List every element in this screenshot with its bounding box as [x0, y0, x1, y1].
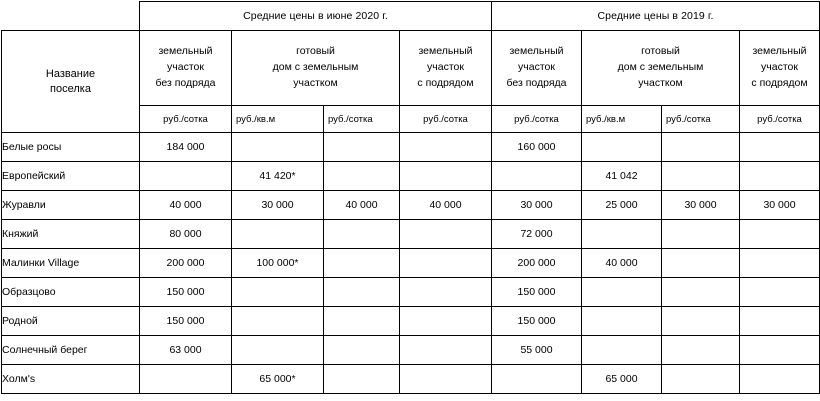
column-header-plot-no-contract-2019: [492, 31, 582, 106]
cell: [582, 133, 662, 162]
cell: [232, 133, 324, 162]
sub-line-3: без подряда: [155, 76, 216, 89]
sub-line-3: участком: [293, 76, 338, 89]
cell: 150 000: [140, 307, 232, 336]
sub-line-2: участок: [761, 61, 798, 74]
cell: [232, 220, 324, 249]
cell: [582, 278, 662, 307]
cell: [324, 278, 400, 307]
table-row: [2, 249, 820, 278]
cell: 150 000: [492, 307, 582, 336]
sub-line-1: готовый: [296, 45, 335, 58]
cell: [400, 307, 492, 336]
cell: [662, 307, 740, 336]
cell: [324, 133, 400, 162]
cell: [740, 162, 820, 191]
row-label: Образцово: [2, 278, 140, 307]
cell: [324, 249, 400, 278]
cell: [324, 365, 400, 394]
sub-line-2: дом с земельным: [617, 61, 704, 74]
sub-line-2: дом с земельным: [272, 61, 359, 74]
sub-line-1: готовый: [641, 45, 680, 58]
unit-header-8: руб./сотка: [740, 106, 820, 133]
sub-line-3: с подрядом: [417, 76, 474, 89]
cell: [400, 336, 492, 365]
cell: [324, 162, 400, 191]
cell: [232, 278, 324, 307]
cell: 80 000: [140, 220, 232, 249]
column-header-settlement-name: [2, 31, 140, 133]
cell: 72 000: [492, 220, 582, 249]
group-header-2020: Средние цены в июне 2020 г.: [140, 2, 492, 31]
cell: [662, 336, 740, 365]
cell: [400, 365, 492, 394]
table-row: [2, 278, 820, 307]
sub-line-2: участок: [167, 61, 204, 74]
cell: 30 000: [492, 191, 582, 220]
sub-line-3: с подрядом: [751, 76, 808, 89]
cell: [324, 336, 400, 365]
cell: [582, 307, 662, 336]
cell: 100 000*: [232, 249, 324, 278]
corner-cell: [2, 2, 140, 31]
cell: [232, 307, 324, 336]
unit-header-1: руб./сотка: [140, 106, 232, 133]
row-label: Родной: [2, 307, 140, 336]
table-row: [2, 133, 820, 162]
cell: 40 000: [324, 191, 400, 220]
cell: [400, 133, 492, 162]
table-row: [2, 162, 820, 191]
cell: 150 000: [492, 278, 582, 307]
cell: 160 000: [492, 133, 582, 162]
cell: [662, 133, 740, 162]
row-label: Малинки Village: [2, 249, 140, 278]
cell: [740, 133, 820, 162]
row-label: Европейский: [2, 162, 140, 191]
sub-line-1: земельный: [158, 45, 213, 58]
sub-line-3: участком: [638, 76, 683, 89]
unit-header-2: руб./кв.м: [232, 106, 324, 133]
cell: [662, 249, 740, 278]
unit-header-5: руб./сотка: [492, 106, 582, 133]
table-row: [2, 336, 820, 365]
cell: [400, 220, 492, 249]
table-header-row-groups: [2, 2, 820, 31]
group-header-2019: Средние цены в 2019 г.: [492, 2, 820, 31]
row-label: Княжий: [2, 220, 140, 249]
cell: 30 000: [740, 191, 820, 220]
row-label: Журавли: [2, 191, 140, 220]
unit-header-7: руб./сотка: [662, 106, 740, 133]
cell: [400, 162, 492, 191]
cell: [582, 220, 662, 249]
cell: [582, 336, 662, 365]
cell: 40 000: [140, 191, 232, 220]
cell: [400, 278, 492, 307]
cell: 30 000: [232, 191, 324, 220]
cell: [324, 220, 400, 249]
column-header-plot-no-contract-2020: [140, 31, 232, 106]
cell: 63 000: [140, 336, 232, 365]
table-row: [2, 191, 820, 220]
cell: [662, 365, 740, 394]
cell: [740, 220, 820, 249]
table-row: [2, 365, 820, 394]
cell: 25 000: [582, 191, 662, 220]
cell: [740, 249, 820, 278]
cell: [662, 278, 740, 307]
cell: 150 000: [140, 278, 232, 307]
cell: [740, 336, 820, 365]
row-label: Холм's: [2, 365, 140, 394]
column-header-house-with-plot-2019: [582, 31, 740, 106]
cell: [400, 249, 492, 278]
cell: 65 000*: [232, 365, 324, 394]
sub-line-3: без подряда: [506, 76, 567, 89]
cell: 30 000: [662, 191, 740, 220]
cell: 200 000: [140, 249, 232, 278]
cell: [324, 307, 400, 336]
column-header-plot-with-contract-2019: [740, 31, 820, 106]
sub-line-2: участок: [427, 61, 464, 74]
sub-line-1: земельный: [752, 45, 807, 58]
document-page: [0, 1, 820, 401]
cell: 184 000: [140, 133, 232, 162]
price-table: [1, 1, 820, 394]
column-header-plot-with-contract-2020: [400, 31, 492, 106]
cell: 41 042: [582, 162, 662, 191]
cell: 40 000: [400, 191, 492, 220]
cell: [662, 220, 740, 249]
unit-header-4: руб./сотка: [400, 106, 492, 133]
row-label: Белые росы: [2, 133, 140, 162]
table-row: [2, 307, 820, 336]
cell: 55 000: [492, 336, 582, 365]
unit-header-6: руб./кв.м: [582, 106, 662, 133]
cell: [140, 365, 232, 394]
cell: [492, 162, 582, 191]
cell: 40 000: [582, 249, 662, 278]
cell: [740, 307, 820, 336]
cell: [740, 278, 820, 307]
cell: [232, 336, 324, 365]
unit-header-3: руб./сотка: [324, 106, 400, 133]
cell: [662, 162, 740, 191]
table-row: [2, 220, 820, 249]
cell: [492, 365, 582, 394]
sub-line-1: земельный: [509, 45, 564, 58]
cell: 65 000: [582, 365, 662, 394]
column-header-house-with-plot-2020: [232, 31, 400, 106]
cell: 41 420*: [232, 162, 324, 191]
row-label: Солнечный берег: [2, 336, 140, 365]
cell: [740, 365, 820, 394]
sub-line-2: участок: [518, 61, 555, 74]
cell: [140, 162, 232, 191]
settlement-header-text: Название поселка: [45, 67, 96, 95]
sub-line-1: земельный: [418, 45, 473, 58]
cell: 200 000: [492, 249, 582, 278]
table-header-row-subs: [2, 31, 820, 106]
